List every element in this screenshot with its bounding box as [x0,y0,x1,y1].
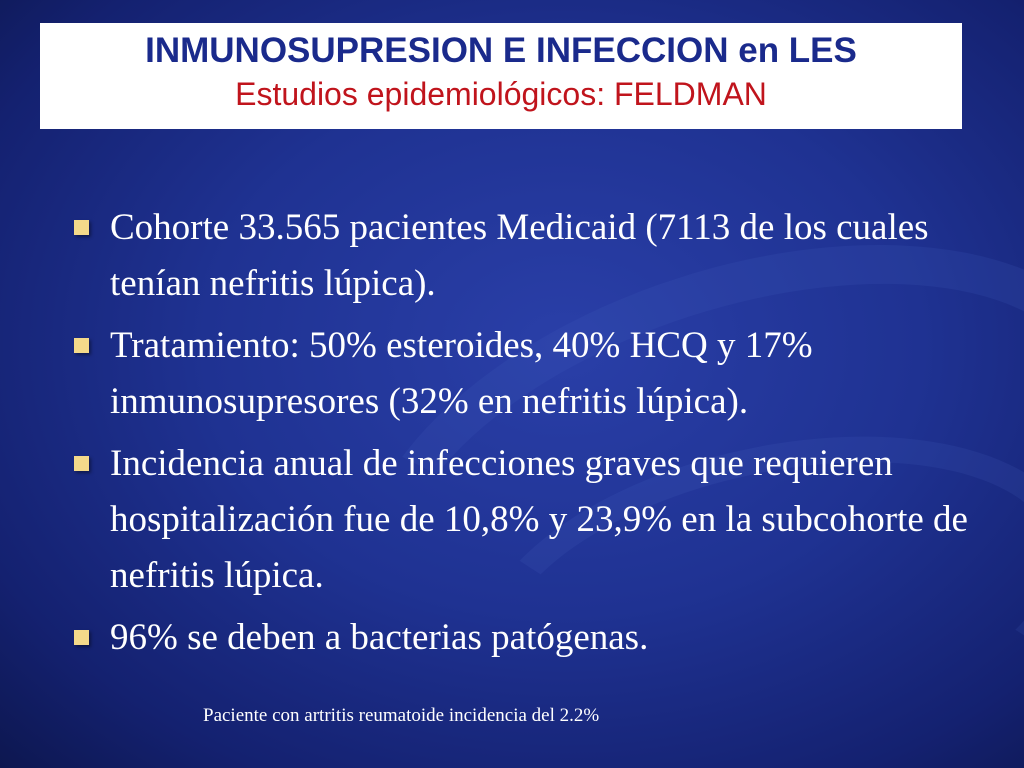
list-item [74,436,974,604]
title-box [40,23,962,129]
slide-subtitle: Estudios epidemiológicos: FELDMAN [235,76,767,112]
bullet-text: 96% se deben a bacterias patógenas. [110,617,649,658]
slide-title: INMUNOSUPRESION E INFECCION en LES [145,31,857,70]
list-item [74,610,974,666]
square-bullet-icon [74,338,89,353]
bullet-text: Cohorte 33.565 pacientes Medicaid (7113 de los cuales tenían nefritis lúpica). [110,207,929,304]
square-bullet-icon [74,630,89,645]
list-item [74,200,974,312]
bullet-text: Incidencia anual de infecciones graves que requieren hospitalización fue de 10,8% y 23,9% en la subcohorte de nefritis lúpica. [110,443,968,596]
square-bullet-icon [74,220,89,235]
square-bullet-icon [74,456,89,471]
bullet-list [74,200,974,672]
list-item [74,318,974,430]
footnote: Paciente con artritis reumatoide incidencia del 2.2% [203,705,600,726]
bullet-text: Tratamiento: 50% esteroides, 40% HCQ y 17% inmunosupresores (32% en nefritis lúpica). [110,325,813,422]
